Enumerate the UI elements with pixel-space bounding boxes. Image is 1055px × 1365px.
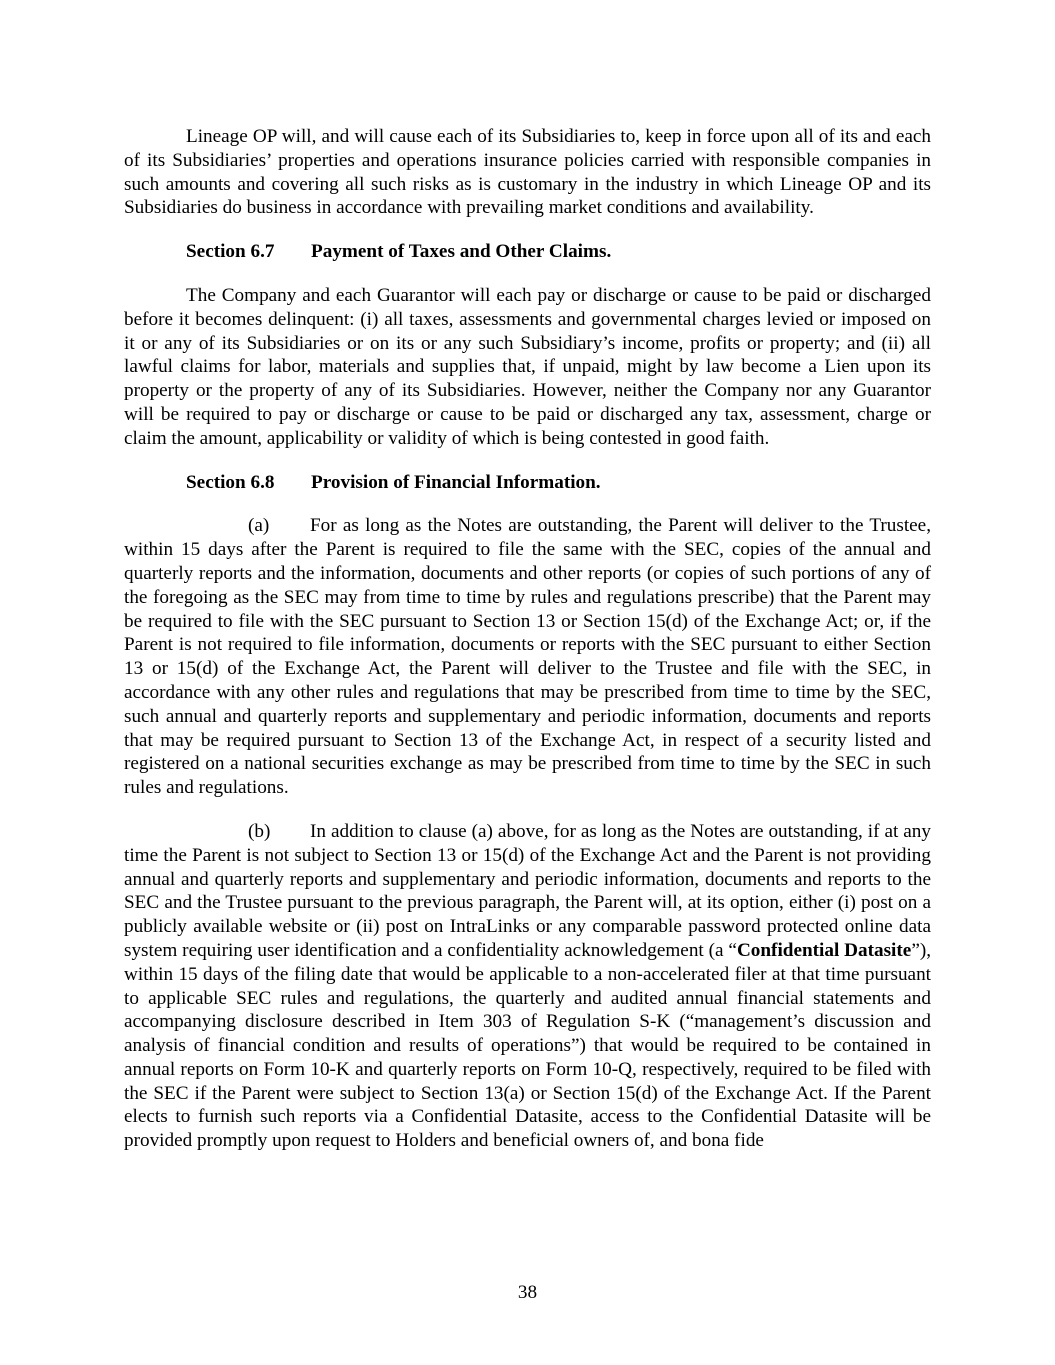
taxes-paragraph: The Company and each Guarantor will each pay or discharge or cause to be paid or discharged before it becomes delinquent: (i) all taxes, assessments and governmental charges levied or imposed on it or any of its Subsidiaries or on its or any such Subsidiary’s income, profits or property; and (ii) all lawful claims for labor, materials and supplies that, if unpaid, might by law become a Lien upon its property or the property of any of its Subsidiaries. However, neither the Company nor any Guarantor will be required to pay or discharge or cause to be paid or discharged any tax, assessment, charge or claim the amount, applicability or validity of which is being contested in good faith. xyxy=(124,284,931,449)
document-page xyxy=(124,125,931,1153)
clause-b-paragraph xyxy=(124,820,931,1153)
clause-b-label: (b) xyxy=(248,820,271,842)
clause-a-text: For as long as the Notes are outstanding, the Parent will deliver to the Trustee, within 15 days after the Parent is required to file the same with the SEC, copies of the annual and quarterly reports and the information, documents and other reports (or copies of such portions of any of the foregoing as the SEC may from time to time by rules and regulations prescribe) that the Parent may be required to file with the SEC pursuant to Section 13 or Section 15(d) of the Exchange Act; or, if the Parent is not required to file information, documents or reports with the SEC pursuant to either Section 13 or 15(d) of the Exchange Act, the Parent will deliver to the Trustee and file with the SEC, in accordance with any other rules and regulations that may be prescribed from time to time by the SEC, such annual and quarterly reports and supplementary and periodic information, documents and reports that may be required pursuant to Section 13 of the Exchange Act, in respect of a security listed and registered on a national securities exchange as may be prescribed from time to time by the SEC in such rules and regulations. xyxy=(124,515,931,799)
section-6-7-title: Payment of Taxes and Other Claims. xyxy=(311,241,612,263)
section-6-8-heading xyxy=(124,471,931,495)
insurance-paragraph: Lineage OP will, and will cause each of its Subsidiaries to, keep in force upon all of its and each of its Subsidiaries’ properties and operations insurance policies carried with responsible companies in such amounts and covering all such risks as is customary in the industry in which Lineage OP and its Subsidiaries do business in accordance with prevailing market conditions and availability. xyxy=(124,126,931,219)
confidential-datasite-term: Confidential Datasite xyxy=(736,939,912,961)
clause-b-text-part-2: ”), within 15 days of the filing date that would be applicable to a non-accelerated filer at that time pursuant to applicable SEC rules and regulations, the quarterly and audited annual financial statements and accompanying disclosure described in Item 303 of Regulation S-K (“management’s discussion and analysis of financial condition and results of operations”) that would be required to be contained in annual reports on Form 10-K and quarterly reports on Form 10-Q, respectively, required to be filed with the SEC if the Parent were subject to Section 13(a) or Section 15(d) of the Exchange Act. If the Parent elects to furnish such reports via a Confidential Datasite, access to the Confidential Datasite will be provided promptly upon request to Holders and beneficial owners of, and bona fide xyxy=(124,939,932,1152)
section-6-7-heading xyxy=(124,240,931,264)
clause-b-text-part-1: In addition to clause (a) above, for as long as the Notes are outstanding, if at any time the Parent is not subject to Section 13 or 15(d) of the Exchange Act and the Parent is not providing annual and quarterly reports and supplementary and periodic information, documents and reports to the SEC and the Trustee pursuant to the previous paragraph, the Parent will, at its option, either (i) post on a publicly available website or (ii) post on IntraLinks or any comparable password protected online data system requiring user identification and a confidentiality acknowledgement (a “ xyxy=(124,820,931,961)
page-number: 38 xyxy=(517,1282,538,1303)
clause-a-label: (a) xyxy=(248,515,270,537)
section-6-7-number: Section 6.7 xyxy=(186,241,275,263)
clause-a-paragraph xyxy=(124,514,931,800)
section-6-8-title: Provision of Financial Information. xyxy=(311,471,601,493)
section-6-8-number: Section 6.8 xyxy=(186,471,275,493)
